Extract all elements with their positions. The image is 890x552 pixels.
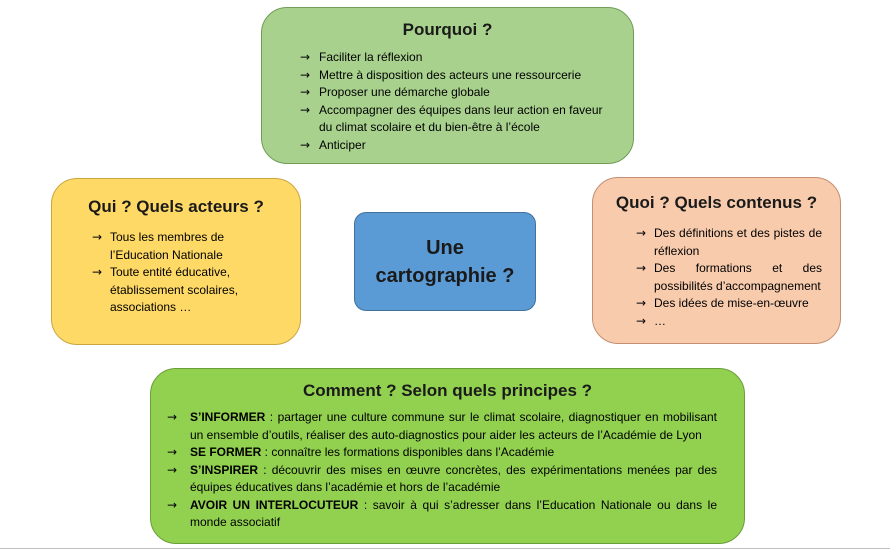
arrow-right-icon: →: [167, 497, 178, 512]
list-item: [300, 84, 619, 102]
arrow-right-icon: →: [300, 85, 311, 99]
list-item: [300, 102, 619, 137]
arrow-right-icon: →: [300, 50, 311, 64]
center-title-line1: Une: [426, 236, 464, 259]
principle-text: : découvrir des mises en œuvre concrètes, des expérimentations menées par des équipes éducatives dans l’académie et hors de l’académie: [190, 462, 717, 494]
comment-title: Comment ? Selon quels principes ?: [302, 381, 593, 400]
list-item-text: Des idées de mise-en-œuvre: [654, 296, 809, 310]
list-item-text: …: [654, 313, 666, 328]
pourquoi-title: Pourquoi ?: [402, 20, 493, 39]
quoi-list: [636, 225, 822, 330]
list-item: [636, 260, 822, 295]
center-title: [376, 234, 515, 290]
qui-title: Qui ? Quels acteurs ?: [88, 197, 264, 216]
list-item: [300, 49, 619, 67]
comment-list: [167, 409, 717, 532]
arrow-right-icon: →: [167, 410, 178, 424]
pourquoi-list: [300, 49, 619, 154]
arrow-right-icon: →: [92, 230, 103, 244]
principle-keyword: S’INSPIRER: [190, 462, 259, 477]
list-item: [300, 67, 619, 85]
list-item-text: Accompagner des équipes dans leur action en faveur du climat scolaire et du bien-être à l’école: [319, 102, 603, 134]
list-item: [300, 137, 619, 155]
pourquoi-box: [261, 7, 634, 164]
principle-keyword: SE FORMER: [190, 445, 262, 459]
quoi-title: Quoi ? Quels contenus ?: [615, 193, 818, 212]
list-item: [92, 264, 284, 317]
arrow-right-icon: →: [300, 67, 311, 82]
arrow-right-icon: →: [92, 265, 103, 279]
list-item-text: Proposer une démarche globale: [319, 85, 490, 99]
principle-keyword: AVOIR UN INTERLOCUTEUR: [190, 497, 359, 512]
list-item-text: Tous les membres de l’Education Nationale: [110, 230, 225, 262]
list-item-text: Faciliter la réflexion: [319, 50, 423, 64]
list-item: [92, 229, 284, 264]
center-title-line2: cartographie ?: [375, 264, 515, 287]
list-item-text: Anticiper: [319, 137, 366, 152]
list-item-text: Toute entité éducative, établissement scolaires, associations …: [110, 265, 239, 314]
arrow-right-icon: →: [167, 445, 178, 459]
arrow-right-icon: →: [636, 261, 647, 275]
bottom-divider: [0, 548, 890, 549]
arrow-right-icon: →: [300, 137, 311, 152]
principle-keyword: S’INFORMER: [190, 410, 266, 424]
list-item-text: Mettre à disposition des acteurs une ressourcerie: [319, 67, 582, 82]
quoi-box: [592, 177, 841, 344]
comment-box: [150, 368, 745, 544]
arrow-right-icon: →: [300, 102, 311, 117]
arrow-right-icon: →: [636, 226, 647, 240]
principle-text: : partager une culture commune sur le climat scolaire, diagnostiquer en mobilisant un ensemble d’outils, réaliser des auto-diagnostics pour aider les acteurs de l’Académie de Lyon: [190, 410, 717, 442]
list-item: [167, 409, 717, 444]
list-item: [636, 313, 822, 331]
arrow-right-icon: →: [636, 296, 647, 310]
list-item: [636, 225, 822, 260]
list-item-text: Des définitions et des pistes de réflexion: [654, 226, 822, 258]
principle-text: : connaître les formations disponibles dans l’Académie: [261, 445, 555, 459]
list-item: [167, 462, 717, 497]
arrow-right-icon: →: [636, 313, 647, 328]
list-item: [636, 295, 822, 313]
center-box: [354, 212, 536, 311]
list-item: [167, 444, 717, 462]
qui-box: [51, 178, 301, 345]
list-item: [167, 497, 717, 532]
principle-text: : savoir à qui s’adresser dans l’Education Nationale ou dans le monde associatif: [190, 497, 717, 529]
qui-list: [92, 229, 284, 317]
arrow-right-icon: →: [167, 462, 178, 477]
list-item-text: Des formations et des possibilités d’accompagnement: [654, 261, 822, 293]
